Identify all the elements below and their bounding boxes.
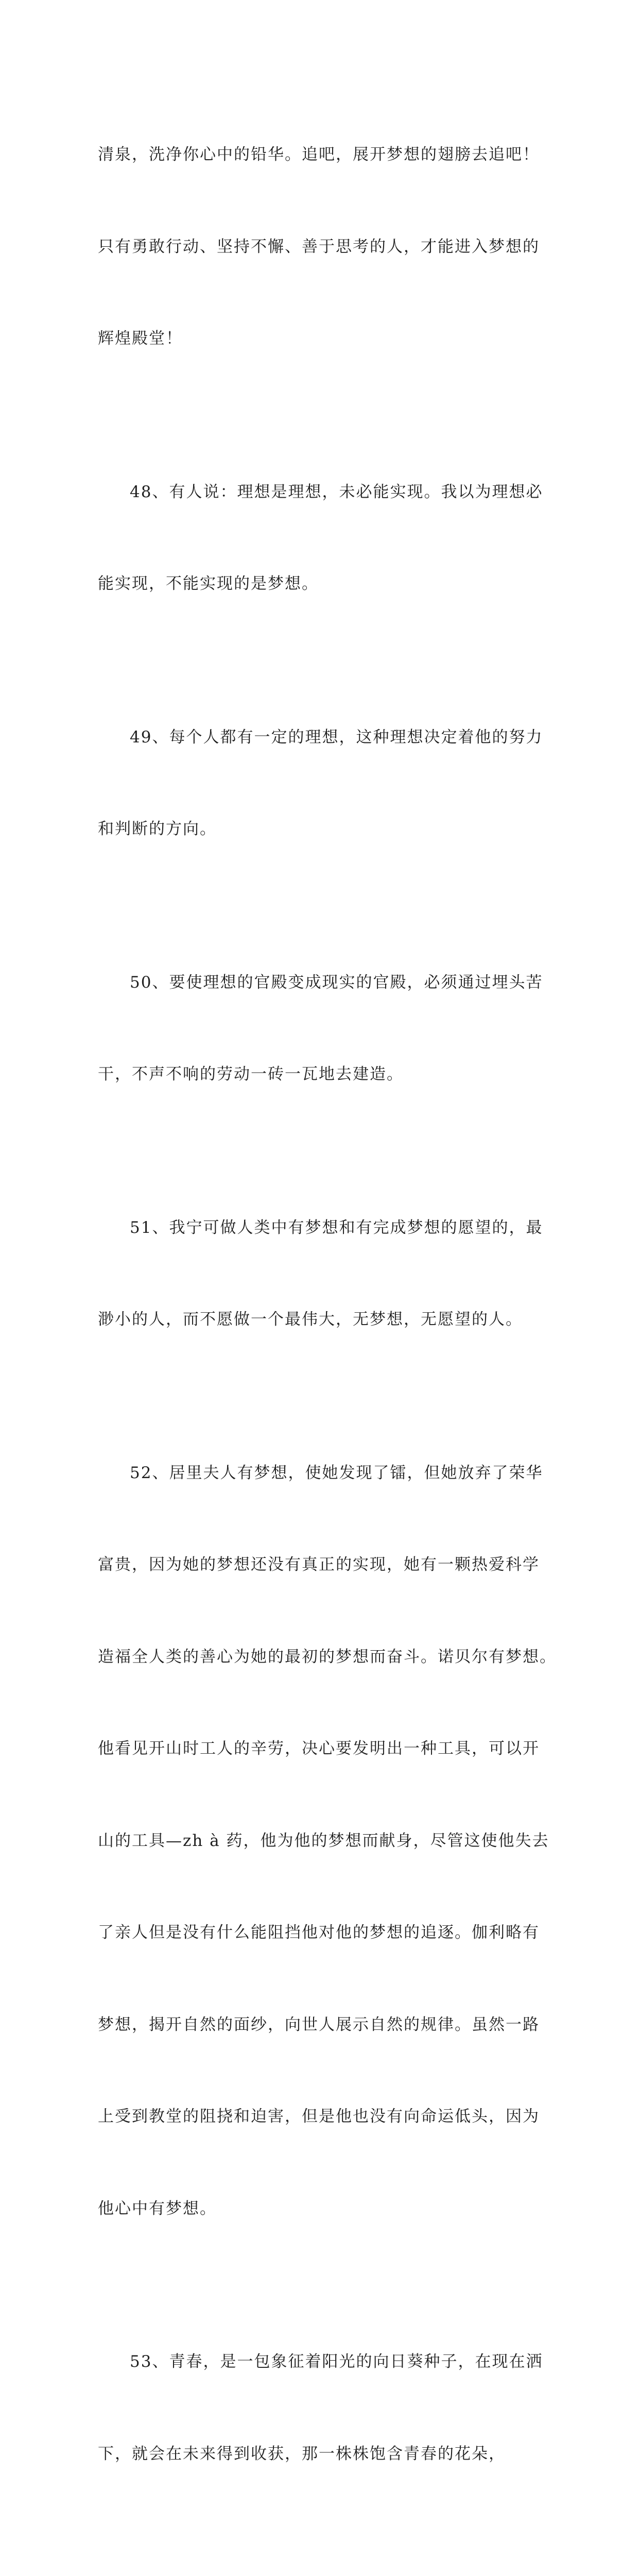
text-line: 干，不声不响的劳动一砖一瓦地去建造。 <box>98 1065 404 1083</box>
text-line: 渺小的人，而不愿做一个最伟大，无梦想，无愿望的人。 <box>98 1310 523 1329</box>
paragraph-52 <box>98 1397 557 2286</box>
text-line: 上受到教堂的阻挠和迫害，但是他也没有向命运低头，因为 <box>98 2107 540 2126</box>
paragraph-continuation <box>98 78 546 416</box>
text-line: 他看见开山时工人的辛劳，决心要发明出一种工具，可以开 <box>98 1739 540 1758</box>
paragraph-51 <box>98 1151 546 1397</box>
text-line: 48、有人说：理想是理想，未必能实现。我以为理想必 <box>130 482 543 501</box>
text-line: 53、青春，是一包象征着阳光的向日葵种子，在现在洒 <box>130 2352 543 2371</box>
body-text <box>98 78 557 2576</box>
text-line: 50、要使理想的官殿变成现实的官殿，必须通过埋头苦 <box>130 973 543 992</box>
text-line: 他心中有梦想。 <box>98 2199 217 2218</box>
text-line: 了亲人但是没有什么能阻挡他对他的梦想的追逐。伽利略有 <box>98 1923 540 1942</box>
paragraph-50 <box>98 906 546 1151</box>
text-line: 51、我宁可做人类中有梦想和有完成梦想的愿望的，最 <box>130 1218 543 1237</box>
paragraph-49 <box>98 661 546 906</box>
text-line: 52、居里夫人有梦想，使她发现了镭，但她放弃了荣华 <box>130 1463 543 1482</box>
text-line: 梦想，揭开自然的面纱，向世人展示自然的规律。虽然一路 <box>98 2015 540 2034</box>
text-line: 只有勇敢行动、坚持不懈、善于思考的人，才能进入梦想的 <box>98 237 540 256</box>
text-line: 山的工具—zh à 药，他为他的梦想而献身，尽管这使他失去 <box>98 1831 549 1850</box>
text-line: 49、每个人都有一定的理想，这种理想决定着他的努力 <box>130 727 543 747</box>
paragraph-54 <box>98 2531 546 2576</box>
text-line: 清泉，洗净你心中的铅华。追吧，展开梦想的翅膀去追吧！ <box>98 145 540 164</box>
paragraph-53 <box>98 2285 546 2531</box>
text-line: 造福全人类的善心为她的最初的梦想而奋斗。诺贝尔有梦想。 <box>98 1647 557 1666</box>
text-line: 富贵，因为她的梦想还没有真正的实现，她有一颗热爱科学 <box>98 1555 540 1574</box>
text-line: 和判断的方向。 <box>98 820 217 838</box>
paragraph-48 <box>98 416 546 661</box>
text-line: 下，就会在未来得到收获，那一株株饱含青春的花朵， <box>98 2444 506 2463</box>
text-line: 辉煌殿堂！ <box>98 329 183 348</box>
text-line: 能实现，不能实现的是梦想。 <box>98 574 319 593</box>
